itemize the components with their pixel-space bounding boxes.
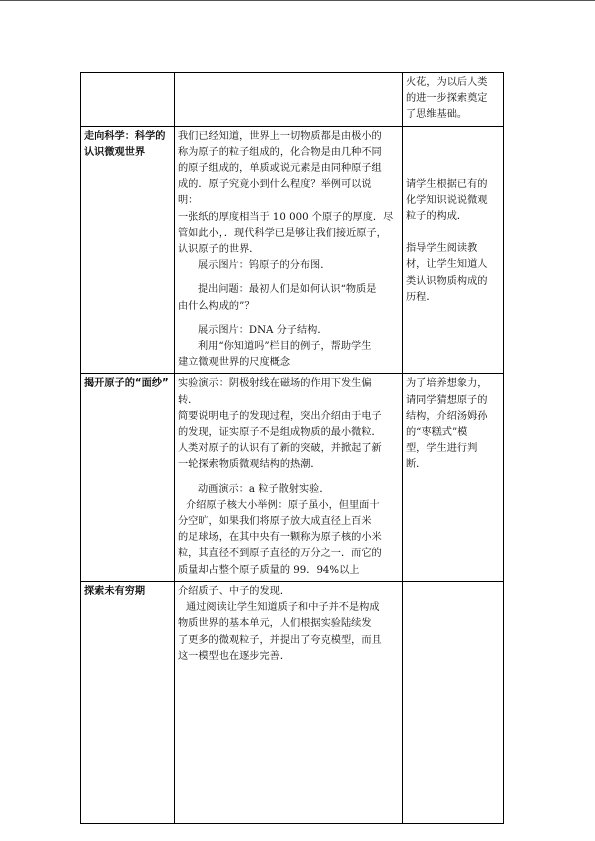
note-line: 粒子的构成． [406,211,468,223]
content-line: 简要说明电子的发现过程，突出介绍由于电子 [178,410,382,422]
note-line: 为了培养想象力， [406,378,488,390]
stage-title: 走向科学：科学的认识微观世界 [84,130,166,158]
content-line: 一轮探索物质微观结构的热潮． [178,459,321,471]
note-line: 的进一步探索奠定 [406,93,488,105]
page-top-rule [0,0,595,1]
table-row [81,581,504,823]
content-line: 物质世界的基本单元，人们根据实验陆续发 [178,618,372,630]
content-line: 了更多的微观粒子，并提出了夸克模型，而且 [178,634,382,646]
note-cell [403,374,504,581]
stage-cell [81,126,175,374]
content-line: 粒，其直径不到原子直径的万分之一．而它的 [178,548,382,560]
note-line: 断． [406,459,427,471]
content-cell [175,126,403,374]
content-cell [175,73,403,127]
content-line: 分空旷，如果我们将原子放大成直径上百米 [178,516,372,528]
content-line: 介绍原子核大小举例：原子虽小，但里面十 [186,499,380,511]
content-line: 利用“你知道吗”栏目的例子，帮助学生 [198,341,372,353]
content-line: 建立微观世界的尺度概念 [178,357,291,369]
table-row [81,374,504,581]
stage-cell [81,374,175,581]
content-line: 展示图片：钨原子的分布图． [198,260,331,272]
content-line: 人类对原子的认识有了新的突破，并掀起了新 [178,443,382,455]
content-line: 由什么构成的”？ [178,300,255,312]
content-line: 转． [178,394,199,406]
note-line: 历程． [406,291,437,303]
content-line: 动画演示：a 粒子散射实验． [198,483,330,495]
content-line: 提出问题：最初人们是如何认识“物质是 [198,284,377,296]
content-line: 的原子组成的，单质或说元素是由同种原子组 [178,163,382,175]
stage-cell [81,73,175,127]
content-line: 实验演示：阴极射线在磁场的作用下发生偏 [178,378,372,390]
note-line: 结构，介绍汤姆孙 [406,410,488,422]
note-line: 的“枣糕式”模 [406,427,468,439]
content-line: 称为原子的粒子组成的，化合物是由几种不同 [178,146,382,158]
content-line: 质量却占整个原子质量的 99．94%以上 [178,564,360,576]
note-line: 火花，为以后人类 [406,77,488,88]
note-cell [403,73,504,127]
note-line: 了思维基础。 [406,109,468,121]
note-line: 型，学生进行判 [406,443,478,455]
content-line: 展示图片：DNA 分子结构． [198,324,328,336]
note-cell [403,126,504,374]
content-line: 明： [178,195,199,207]
note-line: 类认识物质构成的 [406,275,488,287]
content-line: 的足球场，在其中央有一颗称为原子核的小米 [178,532,382,544]
stage-title: 揭开原子的“面纱” [84,378,169,390]
note-line: 指导学生阅读教 [406,243,478,255]
content-cell [175,374,403,581]
content-line: 通过阅读让学生知道质子和中子并不是构成 [186,602,380,614]
content-line: 介绍质子、中子的发现． [178,585,291,597]
content-line: 管如此小，．现代科学已是够让我们接近原子， [178,227,387,239]
note-line: 化学知识说说微观 [406,194,488,206]
stage-cell [81,581,175,823]
content-cell [175,581,403,823]
table-row [81,126,504,374]
note-line: 请学生根据已有的 [406,178,488,190]
content-line: 这一模型也在逐步完善． [178,650,291,662]
lesson-plan-table [80,72,504,824]
content-line: 认识原子的世界． [178,244,260,256]
note-cell [403,581,504,823]
note-line: 材，让学生知道人 [406,259,488,271]
content-line: 我们已经知道，世界上一切物质都是由极小的 [178,130,382,142]
content-line: 的发现，证实原子不是组成物质的最小微粒． [178,427,382,439]
table-row [81,73,504,127]
content-line: 一张纸的厚度相当于 10 000 个原子的厚度．尽 [178,211,394,223]
content-line: 成的．原子究竟小到什么程度？举例可以说 [178,179,372,191]
stage-title: 探索未有穷期 [84,585,146,597]
note-line: 请同学猜想原子的 [406,394,488,406]
